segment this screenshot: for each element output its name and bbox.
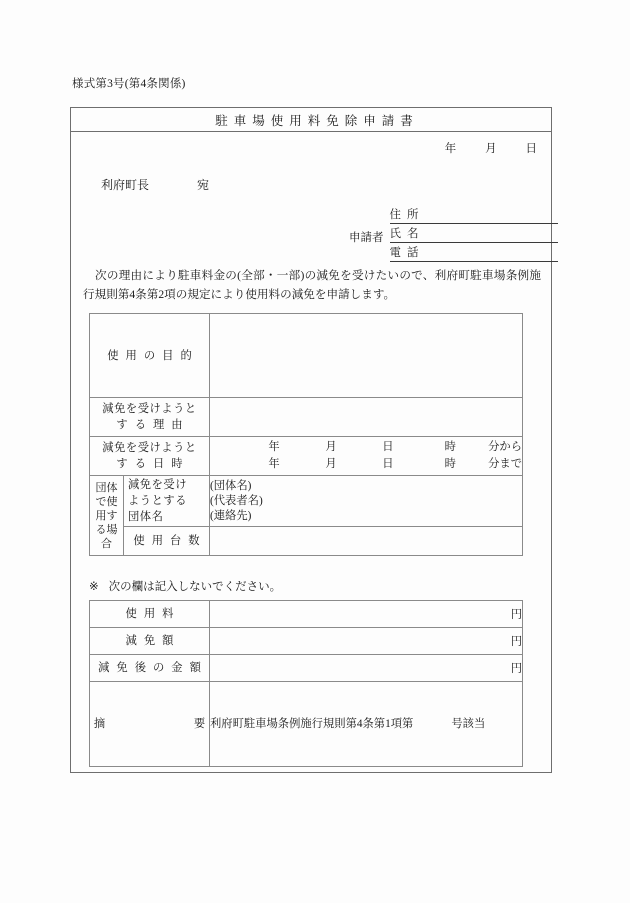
addressee-name: 利府町長	[101, 178, 150, 192]
page-title: 駐車場使用料免除申請書	[215, 113, 419, 128]
date-month-label: 月	[485, 143, 497, 155]
table-row-usage-fee	[90, 601, 523, 628]
reduction-amount-unit: 円	[510, 636, 522, 648]
remarks-text-before: 利府町駐車場条例施行規則第4条第1項第	[210, 718, 414, 730]
datetime-value-cell[interactable]	[210, 437, 523, 476]
form-outer-frame	[70, 107, 552, 773]
applicant-telephone-field[interactable]	[390, 246, 558, 262]
applicant-address-field[interactable]	[390, 208, 558, 224]
reason-label-line2: する理由	[116, 419, 190, 431]
applicant-fields	[390, 208, 558, 265]
datetime-from-year: 年	[268, 441, 280, 453]
group-name-label-line3: 団体名	[128, 511, 164, 523]
remarks-label-end: 要	[193, 718, 206, 730]
table-row-reduction-amount	[90, 628, 523, 655]
addressee	[101, 176, 209, 193]
addressee-to-mark: 宛	[197, 178, 210, 192]
group-contact-placeholder: (連絡先)	[210, 509, 252, 522]
group-name-label-cell	[124, 476, 210, 527]
reason-label-cell	[90, 398, 210, 437]
applicant-address-label-b: 所	[407, 209, 419, 221]
applicant-name-label-a: 氏	[389, 228, 407, 240]
table-row-group-name	[90, 476, 523, 527]
reason-value-cell[interactable]	[210, 398, 523, 437]
datetime-to-year: 年	[268, 458, 280, 470]
datetime-from-hour: 時	[444, 441, 456, 453]
applicant-telephone-label-a: 電	[389, 247, 407, 259]
applicant-address-label-a: 住	[389, 209, 407, 221]
applicant-label: 申請者	[349, 231, 384, 244]
reduction-amount-label: 減免額	[125, 635, 181, 647]
datetime-label-cell	[90, 437, 210, 476]
group-section-vertical-label: 団体で使用する場合	[95, 481, 118, 550]
remarks-text-after: 号該当	[451, 718, 486, 730]
group-name-placeholder: (団体名)	[210, 479, 252, 492]
datetime-from-row	[210, 439, 522, 456]
main-form-table	[89, 313, 523, 556]
group-name-label-line1: 減免を受け	[128, 479, 187, 491]
group-section-vertical-label-cell	[90, 476, 124, 556]
datetime-to-day: 日	[382, 458, 394, 470]
group-name-label-line2: ようとする	[128, 495, 187, 507]
fee-table	[89, 600, 523, 767]
usage-fee-label-cell	[90, 601, 210, 628]
usage-fee-value-cell[interactable]	[210, 601, 523, 628]
usage-fee-unit: 円	[510, 609, 522, 621]
table-row-purpose	[90, 314, 523, 398]
note-text: 次の欄は記入しないでください。	[108, 581, 282, 593]
vehicle-count-label-cell	[124, 527, 210, 556]
usage-fee-label: 使用料	[125, 608, 181, 620]
datetime-label-line1: 減免を受けようと	[102, 442, 197, 454]
date-day-label: 日	[525, 143, 537, 155]
title-band	[71, 108, 551, 132]
body-paragraph: 次の理由により駐車料金の(全部・一部)の減免を受けたいので、利府町駐車場条例施行規則第4条第2項の規定により使用料の減免を申請します。	[83, 269, 541, 301]
table-row-remarks	[90, 682, 523, 767]
table-row-datetime	[90, 437, 523, 476]
datetime-label-line2: する日時	[116, 458, 190, 470]
applicant-name-label-b: 名	[407, 228, 419, 240]
datetime-to-minute: 分まで	[488, 458, 522, 470]
vehicle-count-value-cell[interactable]	[210, 527, 523, 556]
datetime-to-hour: 時	[444, 458, 456, 470]
datetime-to-row	[210, 456, 522, 473]
amount-after-reduction-unit: 円	[510, 663, 522, 675]
table-row-vehicle-count	[90, 527, 523, 556]
applicant-telephone-label-b: 話	[407, 247, 419, 259]
date-line	[445, 140, 537, 156]
reduction-amount-label-cell	[90, 628, 210, 655]
purpose-label-cell	[90, 314, 210, 398]
applicant-name-field[interactable]	[390, 227, 558, 243]
date-year-label: 年	[444, 143, 457, 155]
note-line	[89, 578, 281, 594]
purpose-label: 使用の目的	[107, 349, 199, 362]
amount-after-reduction-value-cell[interactable]	[210, 655, 523, 682]
applicant-block	[349, 208, 558, 265]
reason-label-line1: 減免を受けようと	[102, 403, 197, 415]
datetime-to-month: 月	[325, 458, 337, 470]
remarks-label-start: 摘	[93, 718, 106, 730]
amount-after-reduction-label-cell	[90, 655, 210, 682]
group-representative-placeholder: (代表者名)	[210, 494, 263, 507]
form-number: 様式第3号(第4条関係)	[72, 78, 186, 90]
table-row-reason	[90, 398, 523, 437]
reduction-amount-value-cell[interactable]	[210, 628, 523, 655]
amount-after-reduction-label: 減免後の金額	[98, 662, 208, 674]
datetime-from-day: 日	[382, 441, 394, 453]
note-mark-icon: ※	[89, 581, 99, 593]
remarks-label-cell	[90, 682, 210, 767]
vehicle-count-label: 使用台数	[133, 535, 207, 547]
group-name-value-cell[interactable]	[210, 476, 523, 527]
remarks-value-cell[interactable]	[210, 682, 523, 767]
datetime-from-month: 月	[325, 441, 337, 453]
purpose-value-cell[interactable]	[210, 314, 523, 398]
table-row-amount-after-reduction	[90, 655, 523, 682]
datetime-from-minute: 分から	[488, 441, 522, 453]
